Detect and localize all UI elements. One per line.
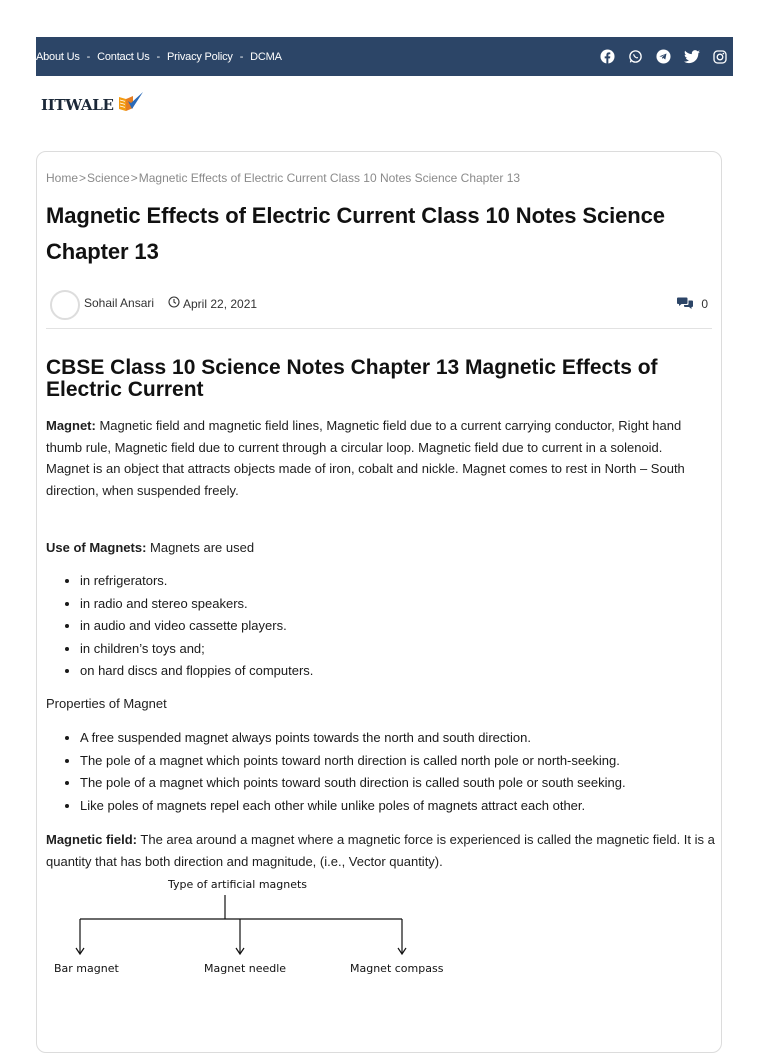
social-links: [600, 37, 727, 76]
field-text: The area around a magnet where a magnetic force is experienced is called the magnetic field. It is a quantity that has both direction and magnitude, (i.e., Vector quantity).: [46, 832, 715, 869]
nav-separator: -: [156, 50, 161, 63]
breadcrumb-separator: >: [130, 171, 138, 185]
logo-text: IITWALE: [41, 95, 114, 114]
diagram-root-label: Type of artificial magnets: [168, 878, 308, 891]
comments-link[interactable]: [677, 296, 708, 312]
list-item: • Like poles of magnets repel each other while unlike poles of magnets attract each other.: [80, 795, 752, 818]
breadcrumb-science[interactable]: Science: [87, 171, 130, 185]
nav-separator: -: [86, 50, 91, 63]
magnet-text-2: Magnet is an object that attracts objects made of iron, cobalt and nickle. Magnet comes to rest in North – South direction, when suspended freely.: [46, 461, 685, 498]
breadcrumb-separator: >: [79, 171, 87, 185]
use-label: Use of Magnets:: [46, 540, 147, 555]
breadcrumb: [46, 171, 520, 185]
logo-mark-icon: [117, 91, 145, 118]
twitter-icon[interactable]: [684, 50, 700, 64]
facebook-icon[interactable]: [600, 49, 615, 64]
list-item: • in refrigerators.: [80, 570, 752, 593]
post-date-text: April 22, 2021: [183, 296, 258, 311]
meta-divider: [46, 328, 712, 329]
section-heading: CBSE Class 10 Science Notes Chapter 13 Magnetic Effects of Electric Current: [46, 356, 658, 401]
magnet-text: Magnetic field and magnetic field lines, Magnetic field due to a current carrying conductor, Right hand thumb rule, Magnetic field due to current through a circular loop. Magnetic field due to current in a solenoid.: [46, 418, 682, 455]
list-item: • in audio and video cassette players.: [80, 615, 752, 638]
diagram-child-magnet-compass: Magnet compass: [350, 962, 444, 975]
telegram-icon[interactable]: [656, 49, 671, 64]
site-logo[interactable]: [41, 91, 145, 118]
use-text: Magnets are used: [146, 540, 255, 555]
post-date: [168, 296, 257, 311]
instagram-icon[interactable]: [713, 50, 727, 64]
magnet-label: Magnet:: [46, 418, 96, 433]
comments-count: 0: [701, 297, 708, 311]
diagram-child-bar-magnet: Bar magnet: [54, 962, 119, 975]
breadcrumb-home[interactable]: Home: [46, 171, 79, 185]
avatar[interactable]: [50, 290, 80, 320]
nav-link-contact[interactable]: Contact Us: [97, 50, 150, 63]
whatsapp-icon[interactable]: [628, 49, 643, 64]
properties-heading: Properties of Magnet: [46, 696, 167, 711]
breadcrumb-current: Magnetic Effects of Electric Current Class 10 Notes Science Chapter 13: [138, 171, 521, 185]
article-meta: [46, 290, 712, 320]
list-item: • A free suspended magnet always points towards the north and south direction.: [80, 727, 752, 750]
use-paragraph: [46, 537, 718, 559]
field-label: Magnetic field:: [46, 832, 138, 847]
nav-link-about[interactable]: About Us: [36, 50, 80, 63]
page-title: Magnetic Effects of Electric Current Class 10 Notes Science Chapter 13: [46, 203, 665, 264]
diagram-child-magnet-needle: Magnet needle: [204, 962, 287, 975]
magnet-paragraph: [46, 415, 718, 501]
top-links: [36, 37, 282, 76]
nav-separator: -: [239, 50, 244, 63]
list-item: • in radio and stereo speakers.: [80, 593, 752, 616]
list-item: • The pole of a magnet which points toward south direction is called south pole or south seeking.: [80, 772, 752, 795]
list-item: • on hard discs and floppies of computers.: [80, 660, 752, 683]
clock-icon: [168, 296, 180, 311]
uses-list: [46, 570, 752, 683]
list-item: • The pole of a magnet which points toward north direction is called north pole or north-seeking.: [80, 750, 752, 773]
top-bar: [36, 37, 733, 76]
field-paragraph: [46, 829, 718, 872]
properties-list: [46, 727, 752, 817]
nav-link-privacy[interactable]: Privacy Policy: [167, 50, 233, 63]
nav-link-dcma[interactable]: DCMA: [250, 50, 282, 63]
comments-icon: [677, 296, 693, 312]
author-name[interactable]: Sohail Ansari: [84, 296, 155, 310]
magnet-types-diagram: [50, 875, 450, 985]
list-item: • in children’s toys and;: [80, 638, 752, 661]
